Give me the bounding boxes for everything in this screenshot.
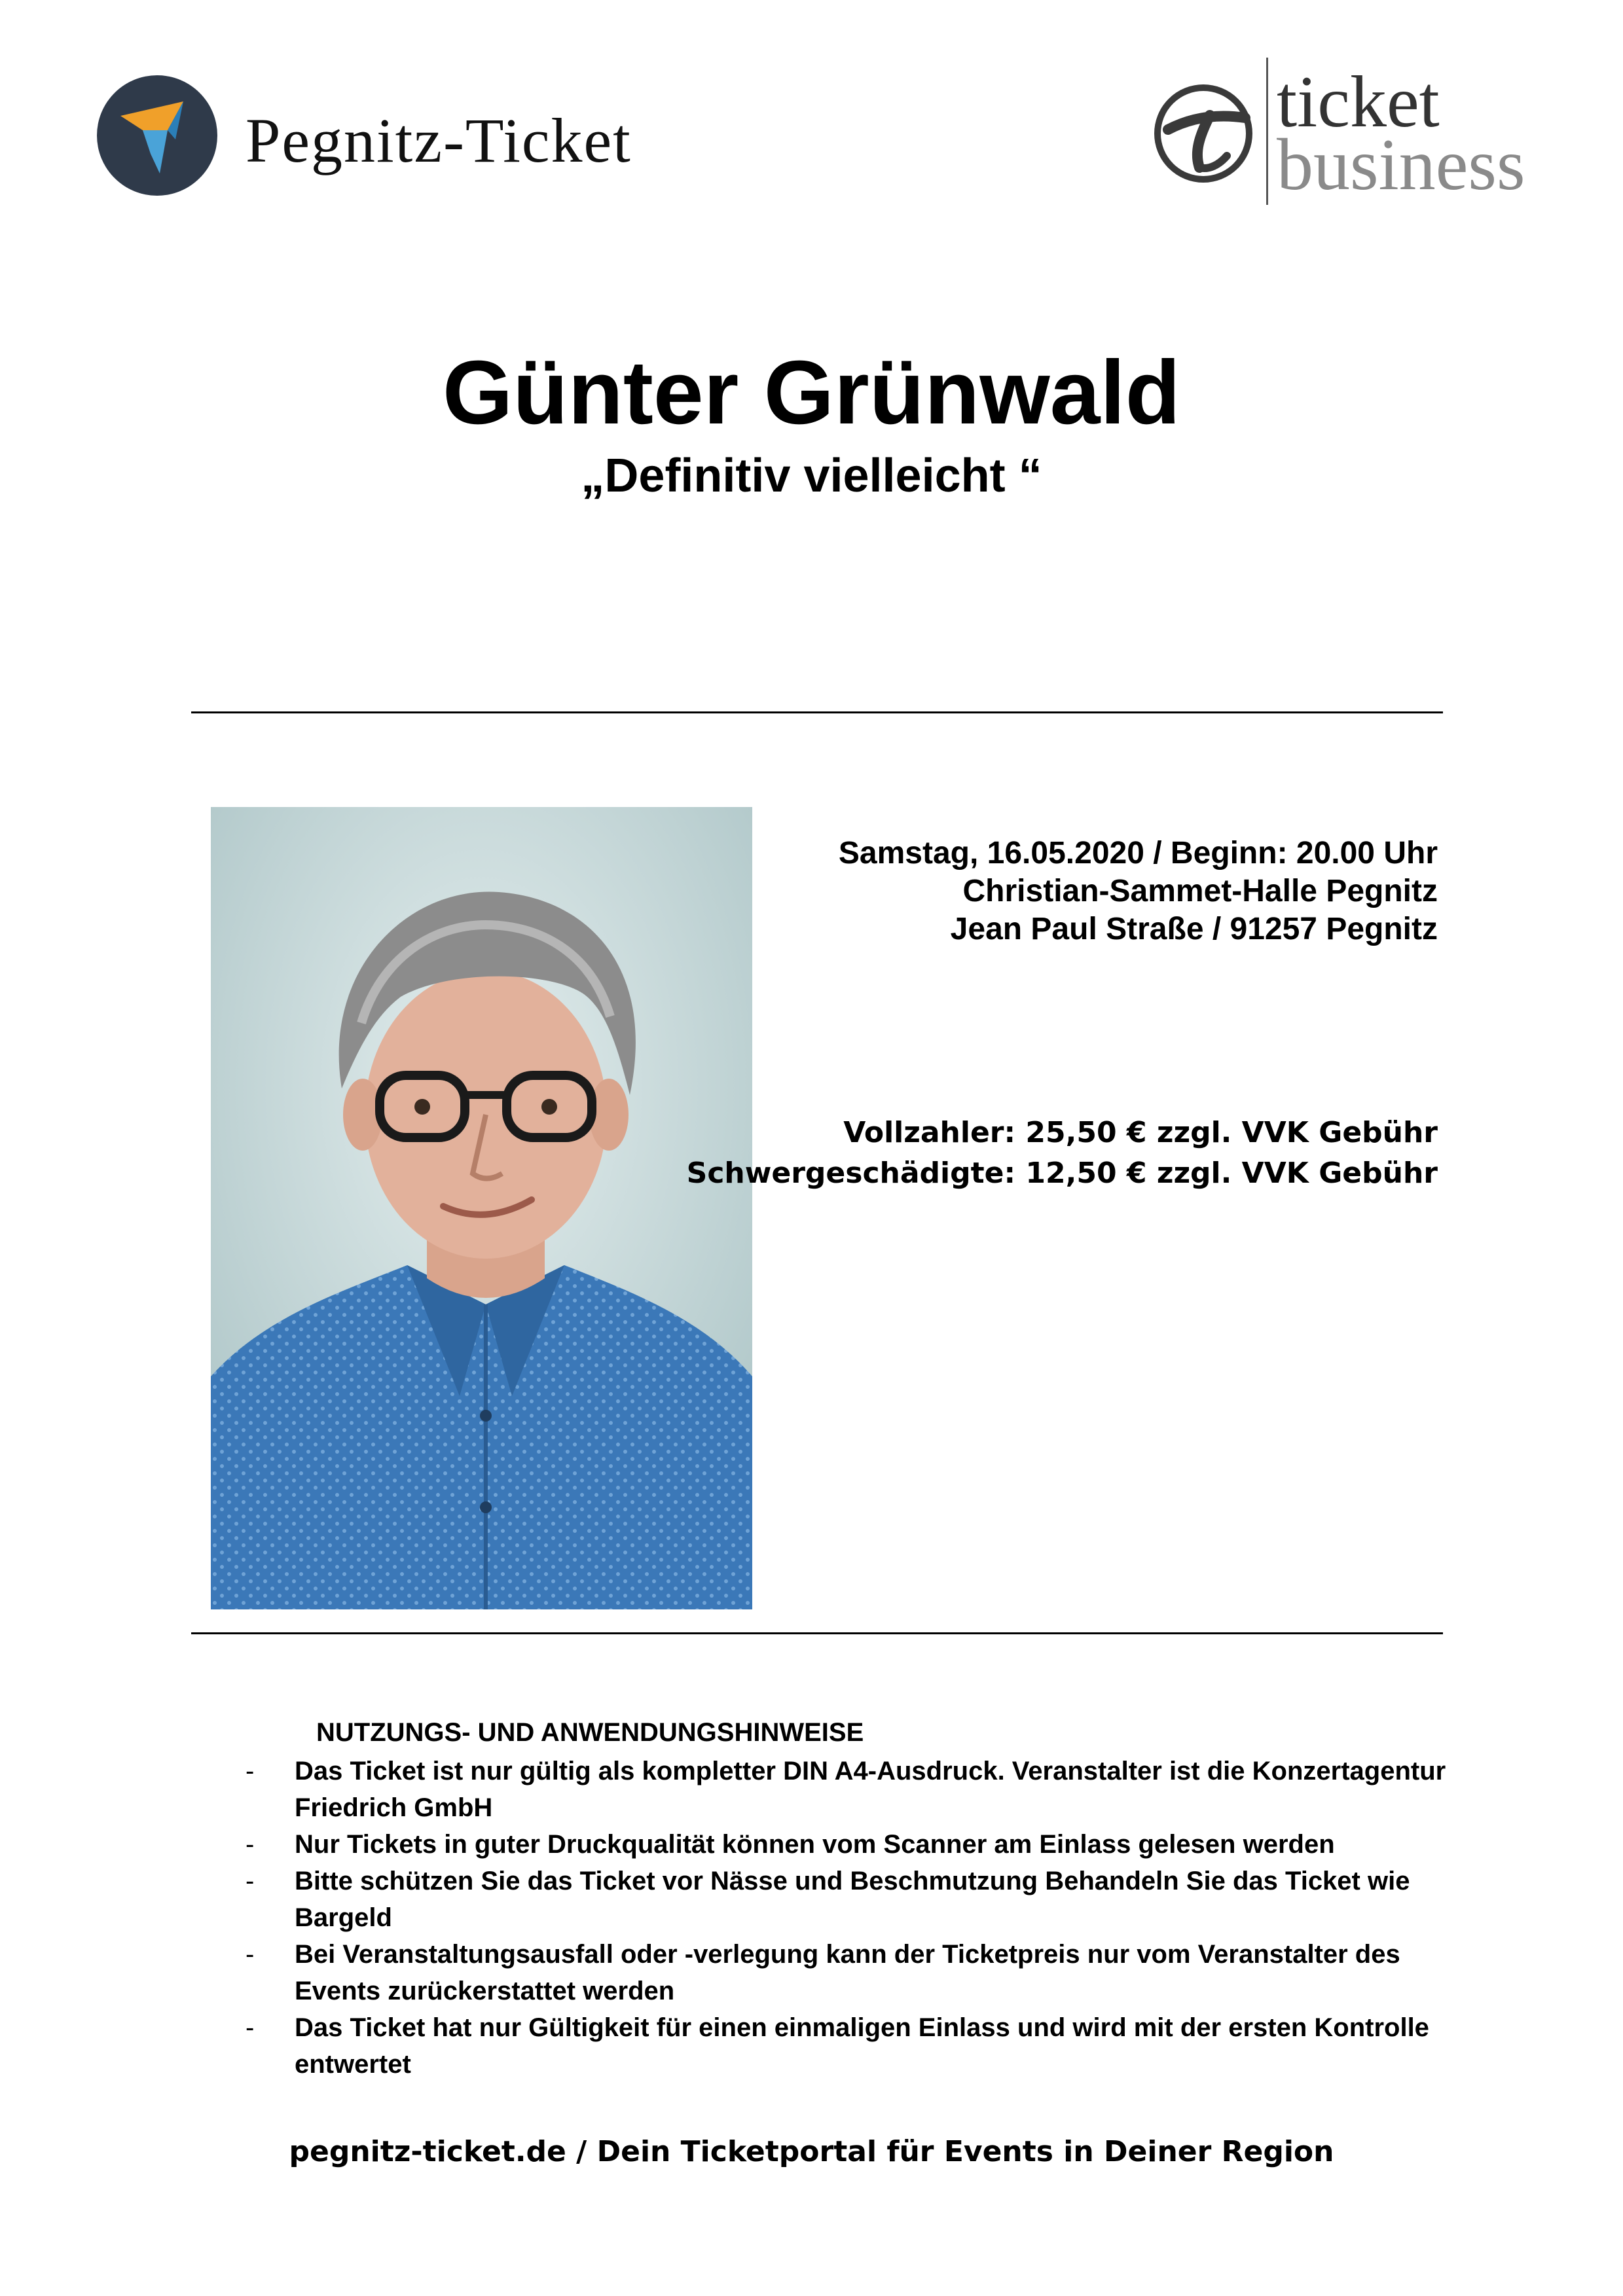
ticket-business-divider [1266,58,1268,205]
list-item [242,2009,1460,2083]
list-bullet: - [246,1830,255,1859]
list-bullet: - [246,1867,255,1895]
list-bullet: - [246,1757,255,1785]
artist-photo [211,807,752,1609]
list-item [242,1826,1460,1863]
list-bullet: - [246,2013,255,2042]
footer-text: pegnitz-ticket.de / Dein Ticketportal für Events in Deiner Region [289,2135,1334,2168]
ticket-business-word-ticket: ticket [1277,62,1440,143]
notes-list [242,1753,1460,2083]
divider-bottom [191,1632,1443,1634]
list-item-text: Das Ticket ist nur gültig als kompletter DIN A4-Ausdruck. Veranstalter ist die Konzertagentur Friedrich GmbH [295,1757,1446,1822]
list-bullet: - [246,1940,255,1969]
event-title: Günter Grünwald [442,342,1181,443]
list-item-text: Bitte schützen Sie das Ticket vor Nässe und Beschmutzung Behandeln Sie das Ticket wie Bargeld [295,1867,1410,1932]
event-address: Jean Paul Straße / 91257 Pegnitz [950,912,1438,946]
list-item-text: Bei Veranstaltungsausfall oder -verlegung kann der Ticketpreis nur vom Veranstalter des Events zurückerstattet werden [295,1940,1400,2005]
price-reduced: Schwergeschädigte: 12,50 € zzgl. VVK Gebühr [686,1157,1438,1190]
ticket-business-emblem-icon [1154,84,1253,183]
list-item-text: Das Ticket hat nur Gültigkeit für einen einmaligen Einlass und wird mit der ersten Kontrolle entwertet [295,2013,1429,2079]
list-item [242,1753,1460,1826]
list-item-text: Nur Tickets in guter Druckqualität können vom Scanner am Einlass gelesen werden [295,1830,1335,1859]
divider-top [191,711,1443,713]
event-date-time: Samstag, 16.05.2020 / Beginn: 20.00 Uhr [838,836,1438,870]
price-full: Vollzahler: 25,50 € zzgl. VVK Gebühr [843,1116,1438,1149]
list-item [242,1863,1460,1936]
ticket-business-word-business: business [1277,124,1525,206]
event-venue: Christian-Sammet-Halle Pegnitz [962,874,1438,908]
notes-heading: NUTZUNGS- UND ANWENDUNGSHINWEISE [316,1718,864,1747]
pegnitz-ticket-wordmark: Pegnitz-Ticket [246,105,632,175]
event-subtitle: „Definitiv vielleicht “ [581,450,1042,502]
list-item [242,1936,1460,2009]
pegnitz-ticket-logo-icon [97,75,217,196]
